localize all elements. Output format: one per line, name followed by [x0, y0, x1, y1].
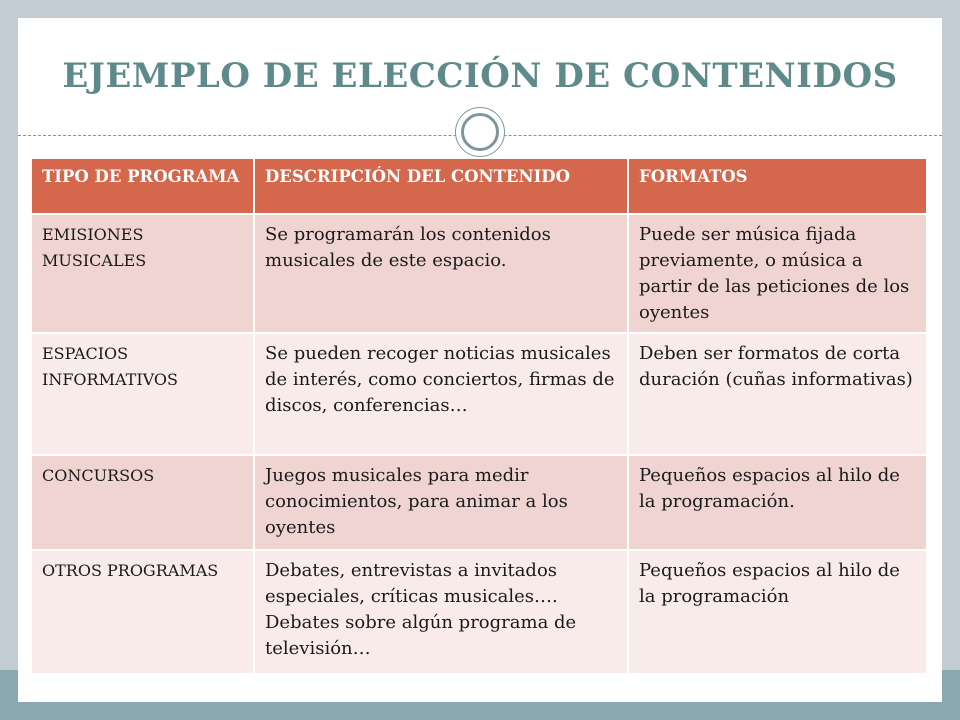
cell-program-type: ESPACIOS INFORMATIVOS	[32, 333, 254, 455]
cell-formats: Deben ser formatos de corta duración (cuñas informativas)	[628, 333, 926, 455]
table-row	[32, 333, 926, 455]
cell-description: Se pueden recoger noticias musicales de interés, como conciertos, firmas de discos, conferencias…	[254, 333, 628, 455]
cell-formats: Pequeños espacios al hilo de la programación	[628, 550, 926, 673]
cell-program-type: CONCURSOS	[32, 455, 254, 550]
cell-description: Juegos musicales para medir conocimientos, para animar a los oyentes	[254, 455, 628, 550]
table-row	[32, 455, 926, 550]
table-row	[32, 550, 926, 673]
cell-description: Debates, entrevistas a invitados especiales, críticas musicales…. Debates sobre algún programa de televisión…	[254, 550, 628, 673]
table-header-row	[32, 159, 926, 214]
content-table	[32, 159, 926, 673]
header-formats: FORMATOS	[628, 159, 926, 214]
cell-program-type: OTROS PROGRAMAS	[32, 550, 254, 673]
cell-formats: Pequeños espacios al hilo de la programación.	[628, 455, 926, 550]
header-program-type: TIPO DE PROGRAMA	[32, 159, 254, 214]
ring-ornament-icon	[455, 107, 505, 157]
cell-description: Se programarán los contenidos musicales de este espacio.	[254, 214, 628, 333]
slide-title: EJEMPLO DE ELECCIÓN DE CONTENIDOS	[62, 56, 898, 96]
header-content-description: DESCRIPCIÓN DEL CONTENIDO	[254, 159, 628, 214]
cell-program-type: EMISIONES MUSICALES	[32, 214, 254, 333]
table-row	[32, 214, 926, 333]
cell-formats: Puede ser música fijada previamente, o música a partir de las peticiones de los oyentes	[628, 214, 926, 333]
